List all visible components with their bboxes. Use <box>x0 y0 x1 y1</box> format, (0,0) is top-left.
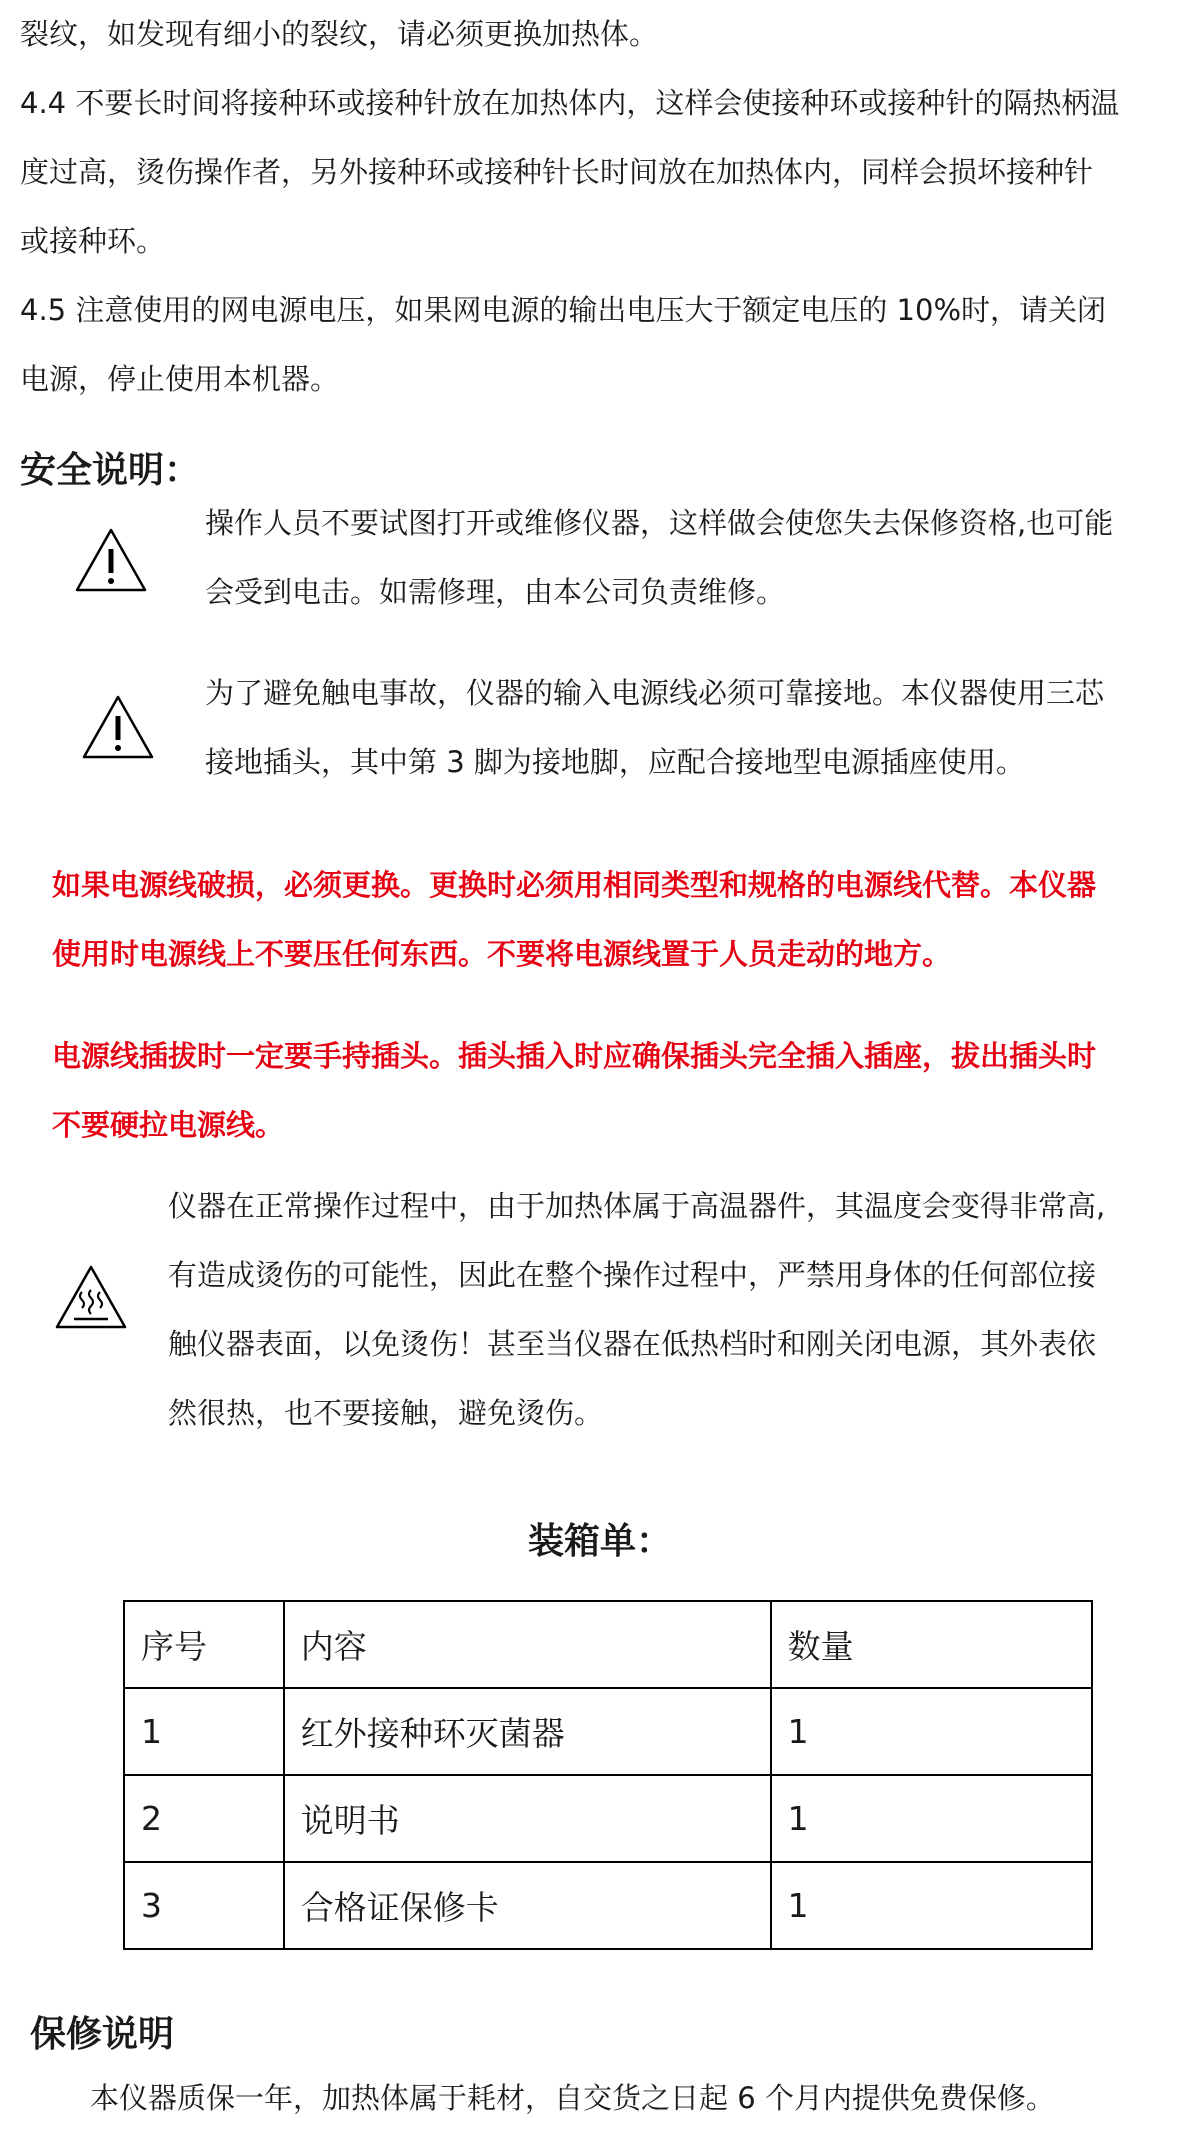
table-row <box>124 1688 1092 1775</box>
warning-triangle-icon <box>81 694 155 760</box>
safety-heading: 安全说明： <box>20 450 201 491</box>
hot-surface-icon <box>54 1264 128 1330</box>
section-4-4-line-1: 4.4 不要长时间将接种环或接种针放在加热体内，这样会使接种环或接种针的隔热柄温 <box>20 86 1120 120</box>
table-cell: 1 <box>771 1688 1092 1775</box>
plug-warning-line-1: 电源线插拔时一定要手持插头。插头插入时应确保插头完全插入插座，拔出插头时 <box>52 1039 1097 1073</box>
table-cell: 1 <box>124 1688 284 1775</box>
hot-warning-line-2: 有造成烫伤的可能性，因此在整个操作过程中，严禁用身体的任何部位接 <box>168 1258 1097 1292</box>
column-header-content: 内容 <box>284 1601 771 1688</box>
table-row <box>124 1862 1092 1949</box>
section-4-4-line-2: 度过高，烫伤操作者，另外接种环或接种针长时间放在加热体内，同样会损坏接种针 <box>20 155 1094 189</box>
table-cell: 1 <box>771 1862 1092 1949</box>
table-row <box>124 1775 1092 1862</box>
table-cell: 合格证保修卡 <box>284 1862 771 1949</box>
power-cord-warning-line-2: 使用时电源线上不要压任何东西。不要将电源线置于人员走动的地方。 <box>52 937 952 971</box>
hot-warning-line-1: 仪器在正常操作过程中，由于加热体属于高温器件，其温度会变得非常高, <box>168 1189 1106 1223</box>
hot-warning-line-4: 然很热，也不要接触，避免烫伤。 <box>168 1396 604 1430</box>
table-cell: 红外接种环灭菌器 <box>284 1688 771 1775</box>
table-header-row <box>124 1601 1092 1688</box>
column-header-index: 序号 <box>124 1601 284 1688</box>
table-cell: 3 <box>124 1862 284 1949</box>
section-4-4-line-3: 或接种环。 <box>20 224 166 258</box>
packing-list-heading: 装箱单： <box>527 1521 672 1562</box>
table-cell: 说明书 <box>284 1775 771 1862</box>
column-header-quantity: 数量 <box>771 1601 1092 1688</box>
power-cord-warning-line-1: 如果电源线破损，必须更换。更换时必须用相同类型和规格的电源线代替。本仪器 <box>52 868 1097 902</box>
safety-warning-1-line-1: 操作人员不要试图打开或维修仪器，这样做会使您失去保修资格,也可能 <box>205 506 1114 540</box>
hot-warning-line-3: 触仪器表面，以免烫伤！甚至当仪器在低热档时和刚关闭电源，其外表依 <box>168 1327 1097 1361</box>
safety-warning-2-line-2: 接地插头，其中第 3 脚为接地脚，应配合接地型电源插座使用。 <box>205 745 1025 779</box>
warranty-text: 本仪器质保一年，加热体属于耗材，自交货之日起 6 个月内提供免费保修。 <box>90 2081 1055 2115</box>
table-cell: 1 <box>771 1775 1092 1862</box>
warning-triangle-icon <box>74 527 148 593</box>
safety-warning-1-line-2: 会受到电击。如需修理，由本公司负责维修。 <box>205 575 786 609</box>
warranty-heading: 保修说明 <box>30 2014 175 2055</box>
packing-list-table <box>123 1600 1093 1950</box>
safety-warning-2-line-1: 为了避免触电事故，仪器的输入电源线必须可靠接地。本仪器使用三芯 <box>205 676 1105 710</box>
section-4-5-line-1: 4.5 注意使用的网电源电压，如果网电源的输出电压大于额定电压的 10%时，请关闭 <box>20 293 1107 327</box>
plug-warning-line-2: 不要硬拉电源线。 <box>52 1108 285 1142</box>
table-cell: 2 <box>124 1775 284 1862</box>
section-4-5-line-2: 电源，停止使用本机器。 <box>20 362 340 396</box>
paragraph-line: 裂纹，如发现有细小的裂纹，请必须更换加热体。 <box>20 17 659 51</box>
